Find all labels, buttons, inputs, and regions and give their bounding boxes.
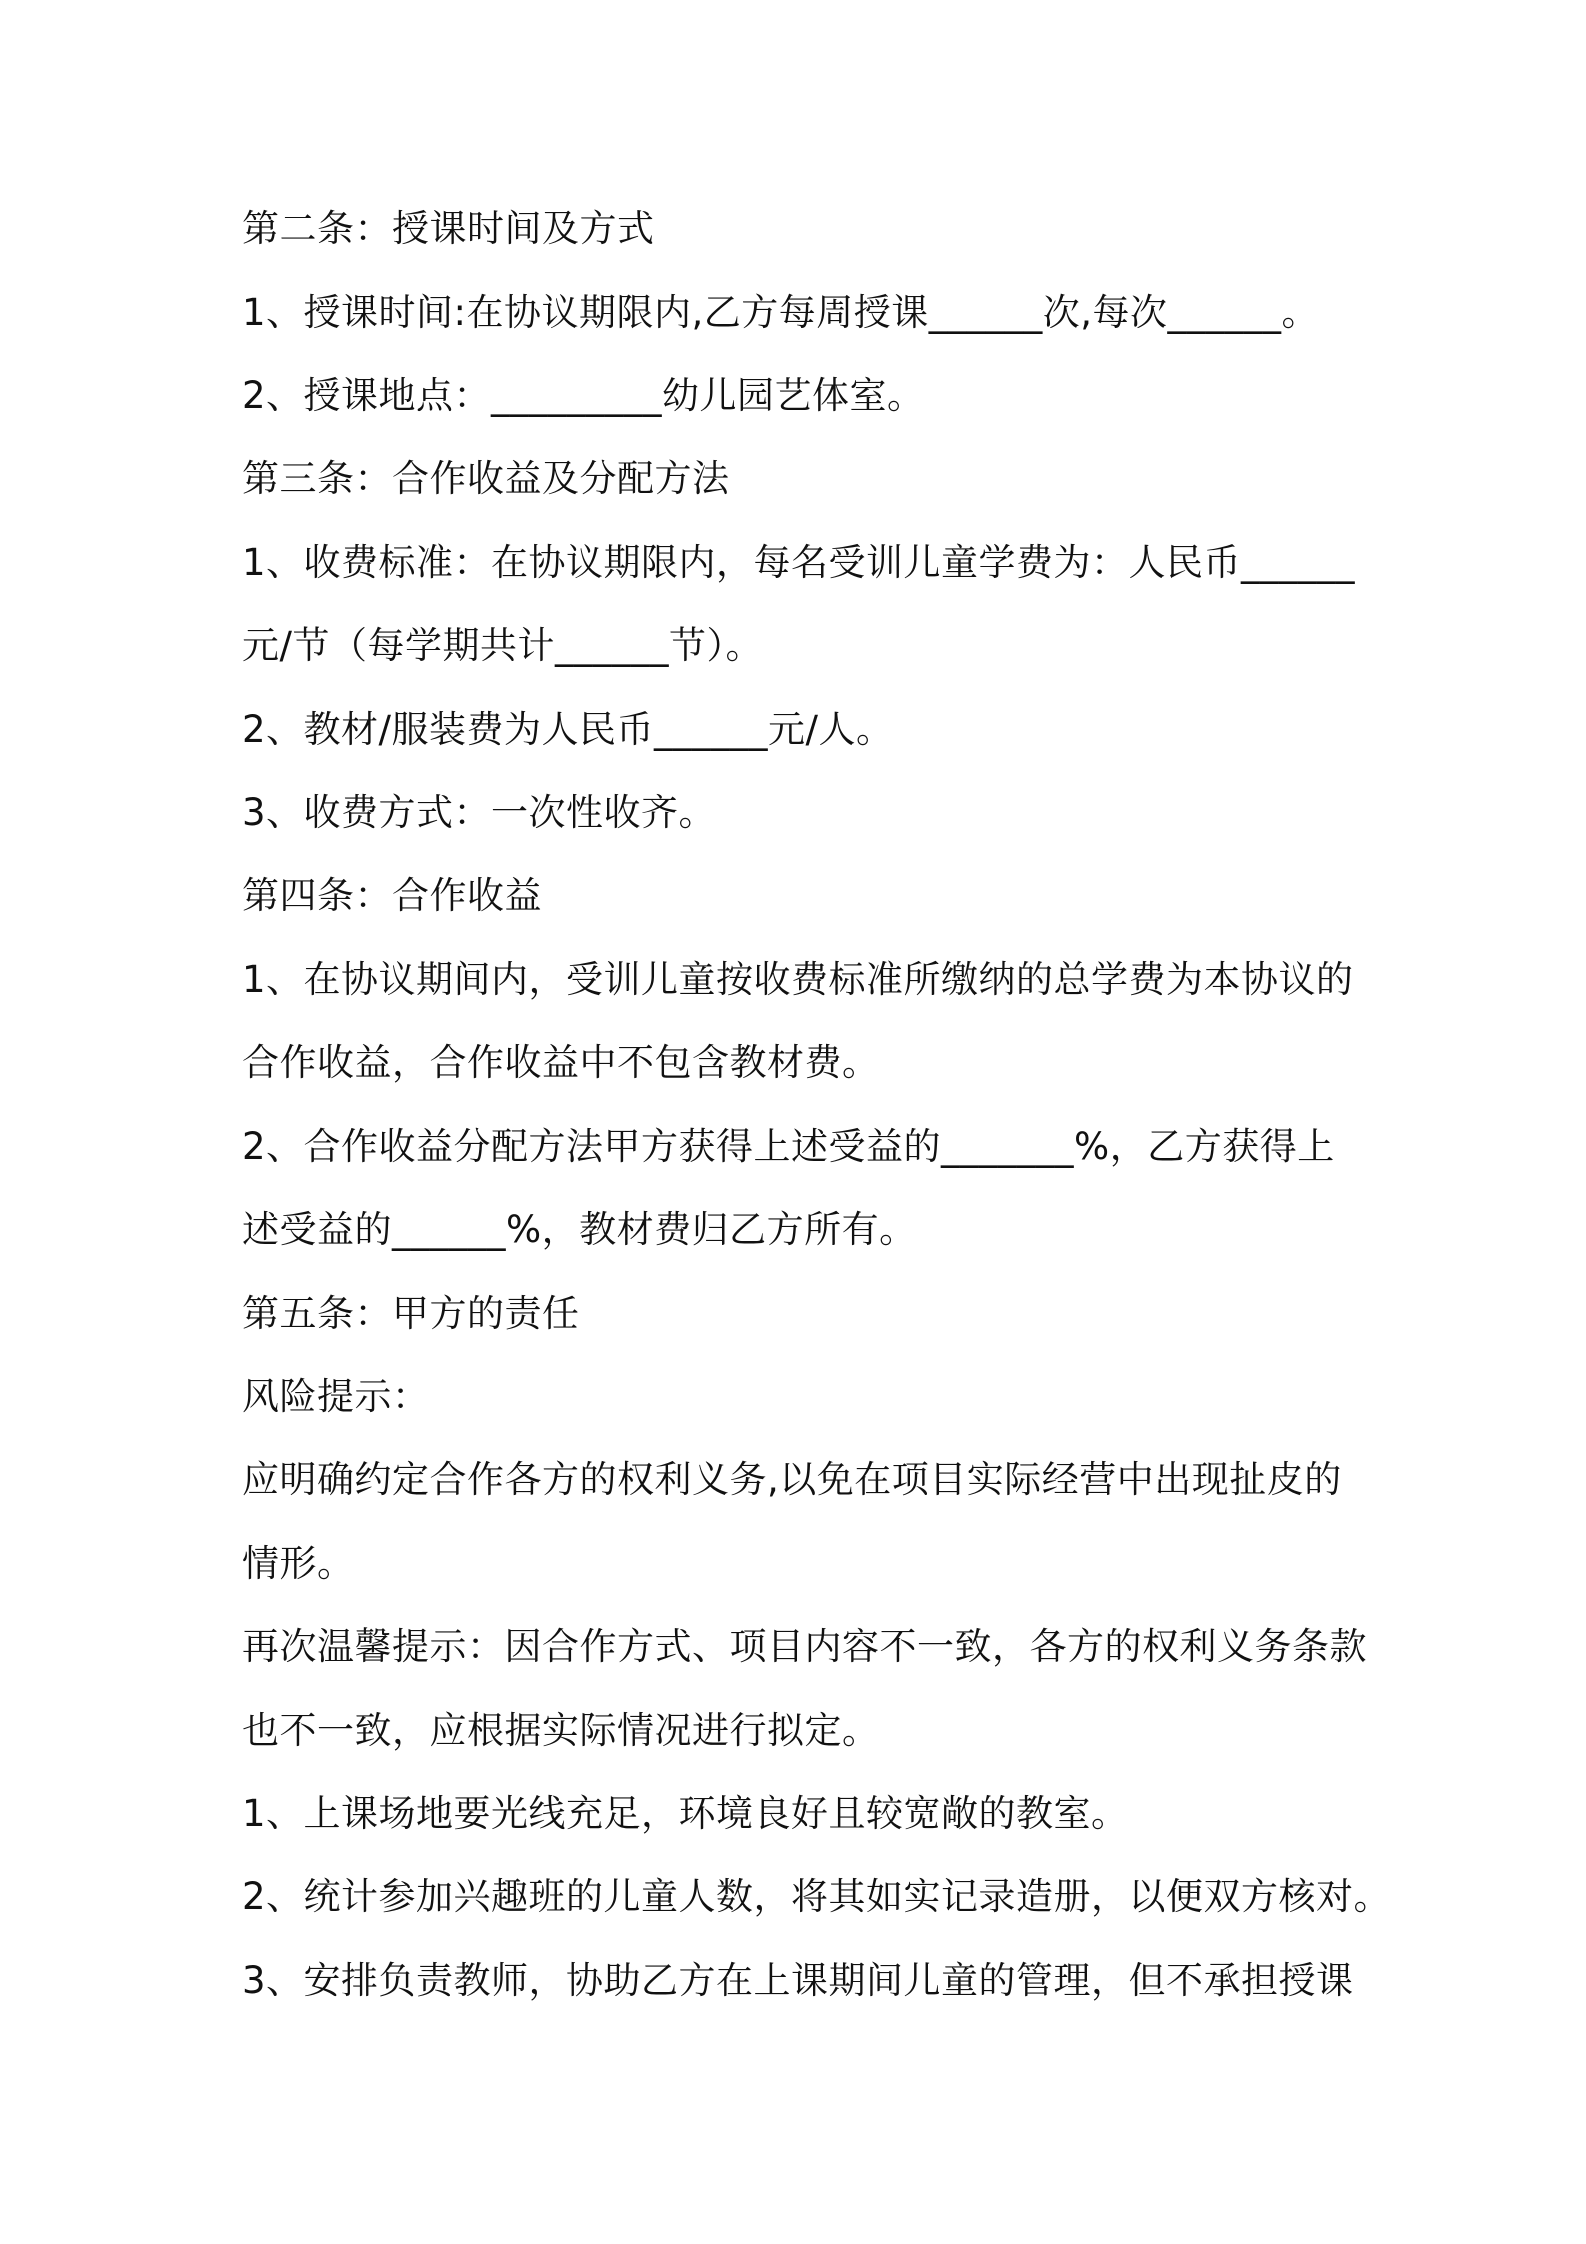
section-heading-article-2: 第二条：授课时间及方式 bbox=[242, 207, 655, 250]
clause-fee-standard: 1、收费标准：在协议期限内，每名受训儿童学费为：人民币______ bbox=[242, 541, 1356, 584]
clause-cooperation-income-continued: 合作收益，合作收益中不包含教材费。 bbox=[242, 1041, 880, 1084]
section-heading-article-5: 第五条：甲方的责任 bbox=[242, 1292, 580, 1335]
clause-teaching-location: 2、授课地点：_________幼儿园艺体室。 bbox=[242, 374, 925, 417]
clause-materials-fee: 2、教材/服装费为人民币______元/人。 bbox=[242, 708, 894, 751]
risk-notice-text-continued: 情形。 bbox=[242, 1542, 355, 1585]
duty-teacher-assignment: 3、安排负责教师，协助乙方在上课期间儿童的管理，但不承担授课 bbox=[242, 1959, 1354, 2002]
duty-enrollment-record: 2、统计参加兴趣班的儿童人数，将其如实记录造册，以便双方核对。 bbox=[242, 1875, 1392, 1918]
clause-payment-method: 3、收费方式：一次性收齐。 bbox=[242, 791, 717, 834]
section-heading-article-3: 第三条：合作收益及分配方法 bbox=[242, 457, 730, 500]
reminder-text: 再次温馨提示：因合作方式、项目内容不一致，各方的权利义务条款 bbox=[242, 1625, 1367, 1668]
risk-notice-heading: 风险提示： bbox=[242, 1375, 430, 1418]
clause-income-distribution: 2、合作收益分配方法甲方获得上述受益的_______%，乙方获得上 bbox=[242, 1125, 1335, 1168]
clause-teaching-time: 1、授课时间:在协议期限内,乙方每周授课______次,每次______。 bbox=[242, 291, 1320, 334]
clause-income-distribution-continued: 述受益的______%，教材费归乙方所有。 bbox=[242, 1208, 917, 1251]
reminder-text-continued: 也不一致，应根据实际情况进行拟定。 bbox=[242, 1709, 880, 1752]
section-heading-article-4: 第四条：合作收益 bbox=[242, 874, 542, 917]
duty-classroom: 1、上课场地要光线充足，环境良好且较宽敞的教室。 bbox=[242, 1792, 1129, 1835]
clause-fee-standard-continued: 元/节（每学期共计______节）。 bbox=[242, 624, 763, 667]
risk-notice-text: 应明确约定合作各方的权利义务,以免在项目实际经营中出现扯皮的 bbox=[242, 1458, 1342, 1501]
clause-cooperation-income: 1、在协议期间内，受训儿童按收费标准所缴纳的总学费为本协议的 bbox=[242, 958, 1354, 1001]
